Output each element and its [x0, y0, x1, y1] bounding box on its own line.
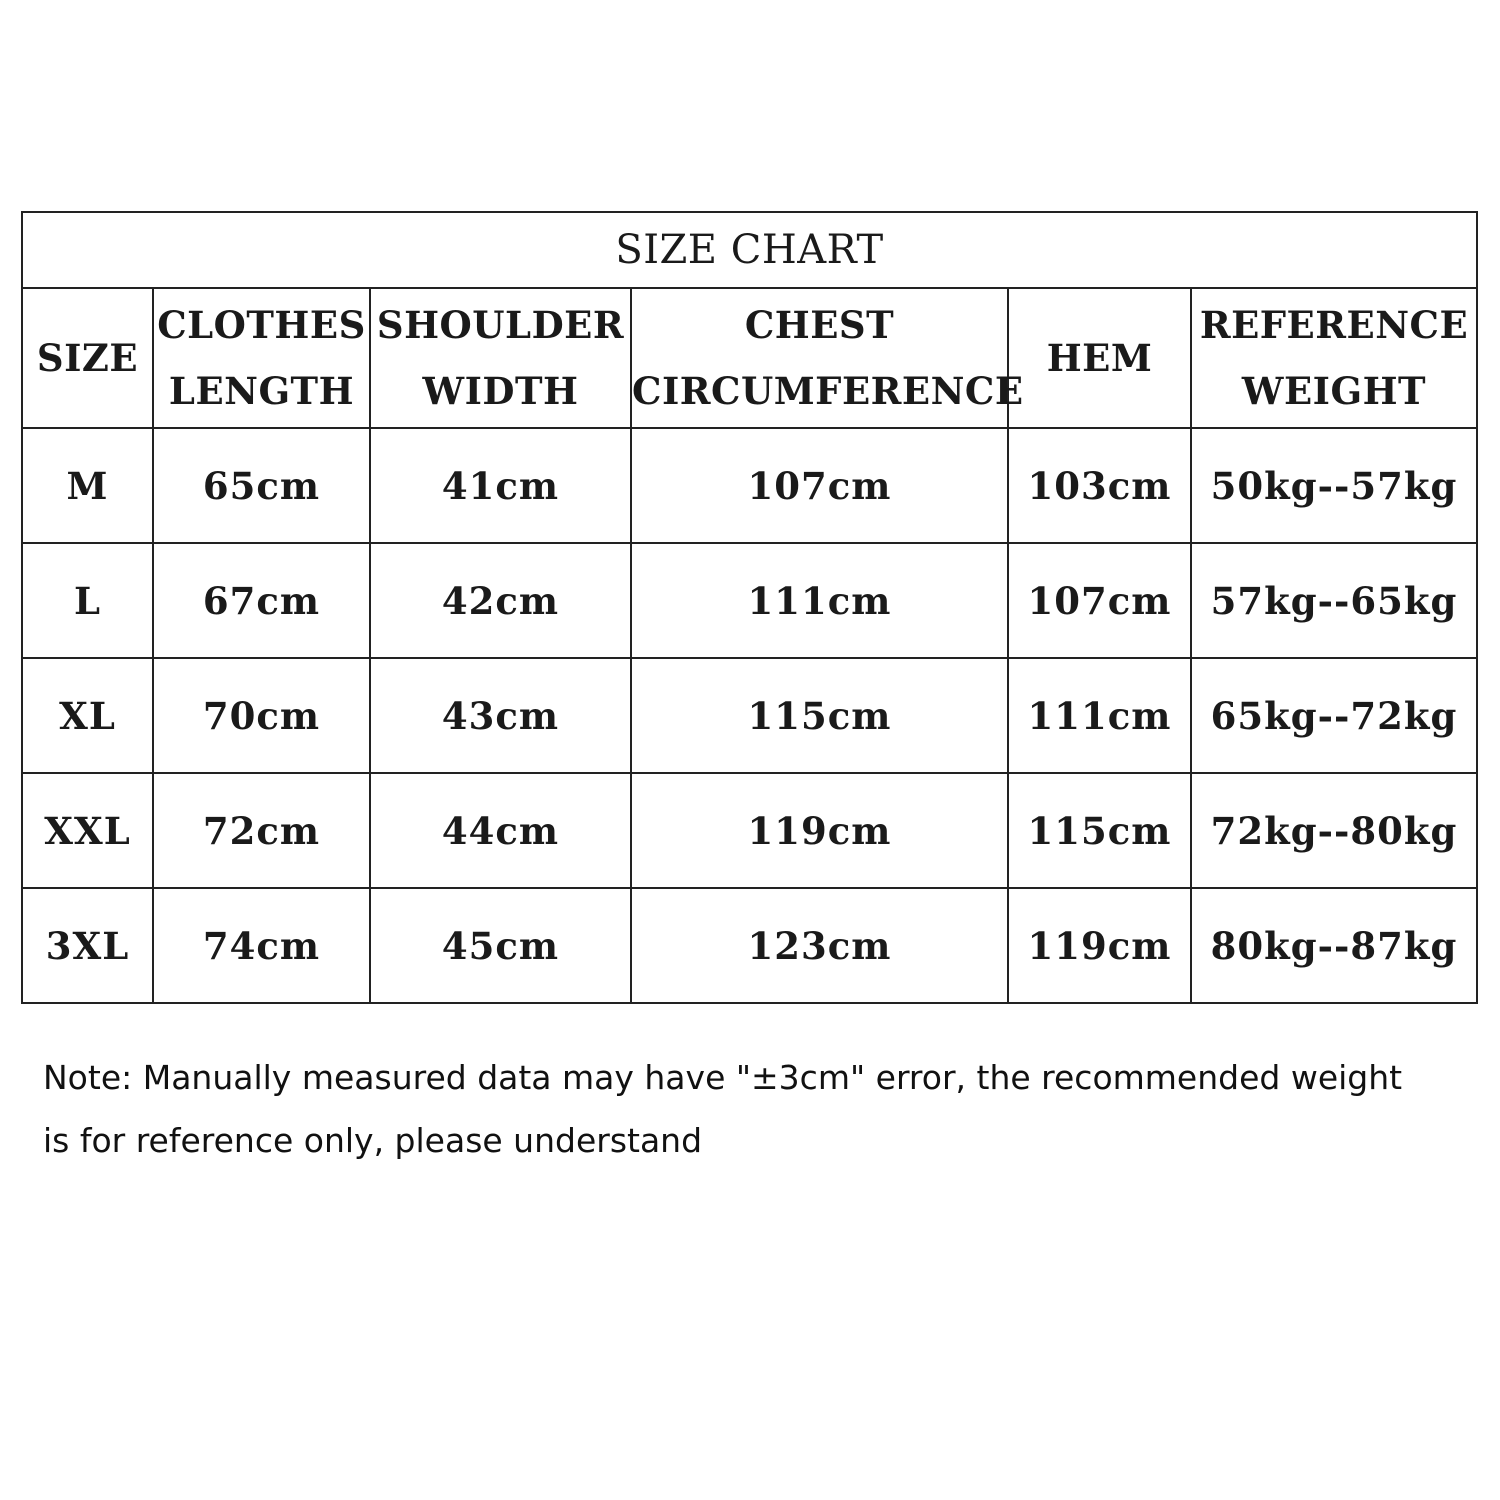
cell-shoulder-width: 43cm	[370, 658, 631, 773]
header-line: WEIGHT	[1241, 369, 1427, 413]
cell-shoulder-width: 41cm	[370, 428, 631, 543]
cell-clothes-length: 65cm	[153, 428, 370, 543]
header-line: CHEST	[744, 303, 895, 347]
cell-chest-circumference: 107cm	[631, 428, 1008, 543]
header-reference-weight	[1191, 288, 1477, 428]
cell-reference-weight: 50kg--57kg	[1191, 428, 1477, 543]
cell-chest-circumference: 111cm	[631, 543, 1008, 658]
table-row	[22, 543, 1477, 658]
cell-reference-weight: 57kg--65kg	[1191, 543, 1477, 658]
cell-shoulder-width: 44cm	[370, 773, 631, 888]
cell-reference-weight: 72kg--80kg	[1191, 773, 1477, 888]
header-line: CLOTHES	[157, 303, 366, 347]
header-hem-label: HEM	[1046, 336, 1153, 380]
cell-clothes-length: 72cm	[153, 773, 370, 888]
header-size-label: SIZE	[36, 336, 139, 380]
cell-shoulder-width: 45cm	[370, 888, 631, 1003]
cell-size: L	[22, 543, 153, 658]
cell-clothes-length: 67cm	[153, 543, 370, 658]
cell-chest-circumference: 119cm	[631, 773, 1008, 888]
cell-reference-weight: 65kg--72kg	[1191, 658, 1477, 773]
note-line-1: Note: Manually measured data may have "±3cm" error, the recommended weight	[43, 1058, 1403, 1097]
cell-hem: 103cm	[1008, 428, 1191, 543]
chart-title: SIZE CHART	[22, 212, 1477, 288]
cell-reference-weight: 80kg--87kg	[1191, 888, 1477, 1003]
cell-shoulder-width: 42cm	[370, 543, 631, 658]
table-row	[22, 658, 1477, 773]
header-hem	[1008, 288, 1191, 428]
cell-hem: 119cm	[1008, 888, 1191, 1003]
cell-hem: 115cm	[1008, 773, 1191, 888]
header-clothes-length	[153, 288, 370, 428]
header-line: CIRCUMFERENCE	[632, 369, 1024, 413]
cell-clothes-length: 74cm	[153, 888, 370, 1003]
header-line: REFERENCE	[1199, 303, 1469, 347]
cell-size: XXL	[22, 773, 153, 888]
header-row	[22, 288, 1477, 428]
table-row	[22, 773, 1477, 888]
cell-size: M	[22, 428, 153, 543]
cell-hem: 107cm	[1008, 543, 1191, 658]
header-shoulder-width	[370, 288, 631, 428]
header-line: LENGTH	[168, 369, 355, 413]
size-chart-table	[21, 211, 1478, 1004]
title-row	[22, 212, 1477, 288]
cell-clothes-length: 70cm	[153, 658, 370, 773]
measurement-note	[43, 1046, 1473, 1172]
header-chest-circumference	[631, 288, 1024, 428]
cell-chest-circumference: 123cm	[631, 888, 1008, 1003]
cell-hem: 111cm	[1008, 658, 1191, 773]
note-line-2: is for reference only, please understand	[43, 1121, 703, 1160]
table-row	[22, 888, 1477, 1003]
cell-size: 3XL	[22, 888, 153, 1003]
header-line: SHOULDER	[376, 303, 625, 347]
table-row	[22, 428, 1477, 543]
header-line: WIDTH	[422, 369, 579, 413]
header-size	[22, 288, 153, 428]
cell-chest-circumference: 115cm	[631, 658, 1008, 773]
cell-size: XL	[22, 658, 153, 773]
